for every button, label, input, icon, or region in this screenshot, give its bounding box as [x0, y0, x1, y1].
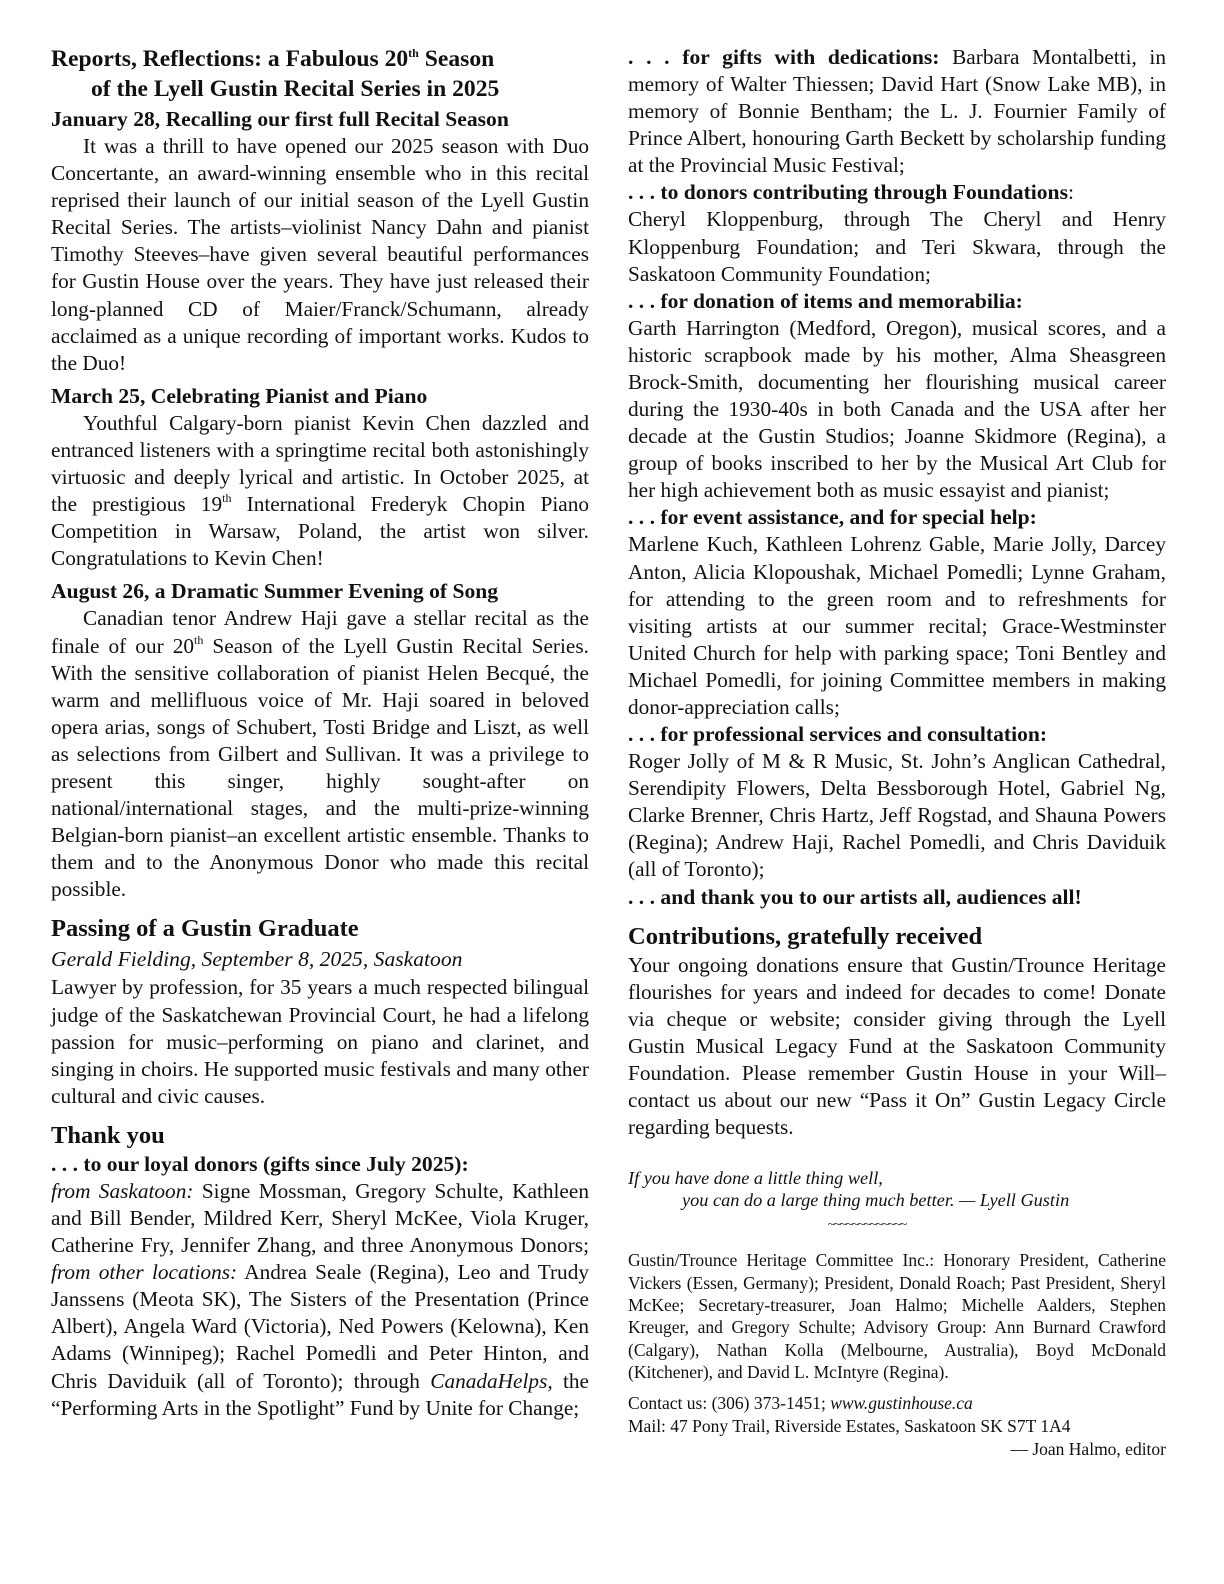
professional-body: Roger Jolly of M & R Music, St. John’s Anglican Cathedral, Serendipity Flowers, Delta Bessborough Hotel, Gabriel Ng, Clarke Brenner, Chris Hartz, Jeff Rogstad, and Shauna Powers (Regina); Andrew Haji, Rachel Pomedli, and Chris Daviduik (all of Toronto); [628, 749, 1166, 882]
left-column [51, 44, 589, 1422]
quote-line-2: you can do a large thing much better. — Lyell Gustin [682, 1190, 1070, 1211]
section-body: Canadian tenor Andrew Haji gave a stellar recital as the finale of our 20th Season of the Lyell Gustin Recital Series. With the sensitive collaboration of pianist Helen Becqué, the warm and mellifluous voice of Mr. Haji soared in beloved opera arias, songs of Schubert, Tosti Bridge and Liszt, as well as selections from Gilbert and Sullivan. It was a privilege to present this singer, highly sought-after on national/international stages, and the multi-prize-winning Belgian-born pianist–an excellent artistic ensemble. Thanks to them and to the Anonymous Donor who made this recital possible. [51, 606, 589, 902]
section-passing [51, 913, 589, 1109]
website-link[interactable]: www.gustinhouse.ca [830, 1392, 973, 1413]
items-body: Garth Harrington (Medford, Oregon), musical scores, and a historic scrapbook made by his mother, Alma Sheasgreen Brock-Smith, documenting her flourishing musical career during the 1930-40s in both Canada and the USA after her decade at the Gustin Studios; Joanne Skidmore (Regina), a group of books inscribed to her by the Musical Art Club for her high achievement both as music essayist and pianist; [628, 315, 1166, 503]
dedications-paragraph: . . . for gifts with dedications: Barbara Montalbetti, in memory of Walter Thiessen; David Hart (Snow Lake MB), in memory of Bonnie Bentham; the L. J. Fournier Family of Prince Albert, honouring Garth Beckett by scholarship funding at the Provincial Music Festival; [628, 45, 1166, 178]
professional-lead: . . . for professional services and consultation: [628, 722, 1048, 747]
section-january [51, 106, 589, 377]
committee-list: Gustin/Trounce Heritage Committee Inc.: Honorary President, Catherine Vickers (Essen, Germany); President, Donald Roach; Past President, Sheryl McKee; Secretary-treasurer, Joan Halmo; Michelle Aalders, Stephen Kreuger, and Gregory Schulte; Advisory Group: Ann Burnard Crawford (Calgary), Nathan Kolla (Melbourne, Australia), Boyd McDonald (Kitchener), and David L. McIntyre (Regina). [628, 1250, 1166, 1383]
section-body: Youthful Calgary-born pianist Kevin Chen dazzled and entranced listeners with a springtime recital both astonishingly virtuosic and deeply lyrical and artistic. In October 2025, at the prestigious 19th International Frederyk Chopin Piano Competition in Warsaw, Poland, the artist won silver. Congratulations to Kevin Chen! [51, 410, 589, 571]
mail-address: Mail: 47 Pony Trail, Riverside Estates, Saskatoon SK S7T 1A4 [628, 1415, 1071, 1436]
section-body: It was a thrill to have opened our 2025 season with Duo Concertante, an award-winning ensemble who in this recital reprised their launch of our initial season of the Lyell Gustin Recital Series. The artists–violinist Nancy Dahn and pianist Timothy Steeves–have given several beautiful performances for Gustin House over the years. They have just released their long-planned CD of Maier/Franck/Schumann, already acclaimed as a unique recording of important works. Kudos to the Duo! [51, 134, 589, 375]
items-lead: . . . for donation of items and memorabilia: [628, 288, 1023, 313]
section-heading: March 25, Celebrating Pianist and Piano [51, 383, 428, 408]
event-lead: . . . for event assistance, and for special help: [628, 505, 1037, 530]
event-body: Marlene Kuch, Kathleen Lohrenz Gable, Marie Jolly, Darcey Anton, Alicia Klopoushak, Michael Pomedli; Lynne Graham, for attending to the green room and to refreshments for visiting artists at our summer recital; Grace-Westminster United Church for help with parking space; Toni Bentley and Michael Pomedli, for joining Committee members in making donor-appreciation calls; [628, 532, 1166, 719]
section-contributions [628, 921, 1166, 1142]
donors-lead: . . . to our loyal donors (gifts since July 2025): [51, 1151, 469, 1176]
title-line-1: Reports, Reflections: a Fabulous 20th Season [51, 46, 495, 72]
donors-list: from Saskatoon: Signe Mossman, Gregory Schulte, Kathleen and Bill Bender, Mildred Kerr, Sheryl McKee, Viola Kruger, Catherine Fry, Jennifer Zhang, and three Anonymous Donors; from other locations: Andrea Seale (Regina), Leo and Trudy Janssens (Meota SK), The Sisters of the Presentation (Prince Albert), Angela Ward (Victoria), Ned Powers (Kelowna), Ken Adams (Winnipeg); Rachel Pomedli and Peter Hinton, and Chris Daviduik (all of Toronto); through CanadaHelps, the “Performing Arts in the Spotlight” Fund by Unite for Change; [51, 1178, 590, 1420]
section-heading: Passing of a Gustin Graduate [51, 915, 359, 943]
right-column [628, 44, 1166, 1460]
section-heading: January 28, Recalling our first full Recital Season [51, 107, 509, 131]
section-heading: August 26, a Dramatic Summer Evening of Song [51, 579, 499, 604]
closing-lead: . . . and thank you to our artists all, audiences all! [628, 884, 1082, 909]
section-march [51, 383, 589, 573]
section-august [51, 578, 589, 903]
obituary-subtitle: Gerald Fielding, September 8, 2025, Saskatoon [51, 947, 463, 972]
section-heading: Thank you [51, 1121, 165, 1149]
contact-line: Contact us: (306) 373-1451; www.gustinhouse.ca [628, 1392, 973, 1413]
quote [628, 1167, 1166, 1211]
section-body: Lawyer by profession, for 35 years a much respected bilingual judge of the Saskatchewan Provincial Court, he had a lifelong passion for music–performing on piano and clarinet, and singing in choirs. He supported music festivals and many other cultural and civic causes. [51, 975, 589, 1108]
foundations-body: Cheryl Kloppenburg, through The Cheryl and Henry Kloppenburg Foundation; and Teri Skwara, through the Saskatoon Community Foundation; [628, 207, 1166, 286]
quote-line-1: If you have done a little thing well, [628, 1168, 883, 1189]
editor-signature: — Joan Halmo, editor [1010, 1438, 1166, 1459]
section-body: Your ongoing donations ensure that Gustin/Trounce Heritage flourishes for years and indeed for decades to come! Donate via cheque or website; consider giving through the Lyell Gustin Musical Legacy Fund at the Saskatoon Community Foundation. Please remember Gustin House in your Will–contact us about our new “Pass it On” Gustin Legacy Circle regarding bequests. [628, 952, 1166, 1140]
tilde-divider: ~~~~~~~~~~~~~ [827, 1216, 907, 1232]
foundations-lead: . . . to donors contributing through Foundations: [628, 180, 1074, 205]
section-thank-you [51, 1120, 589, 1422]
section-heading: Contributions, gratefully received [628, 922, 983, 950]
title-line-2: of the Lyell Gustin Recital Series in 2025 [91, 76, 500, 102]
page-title [51, 44, 589, 104]
